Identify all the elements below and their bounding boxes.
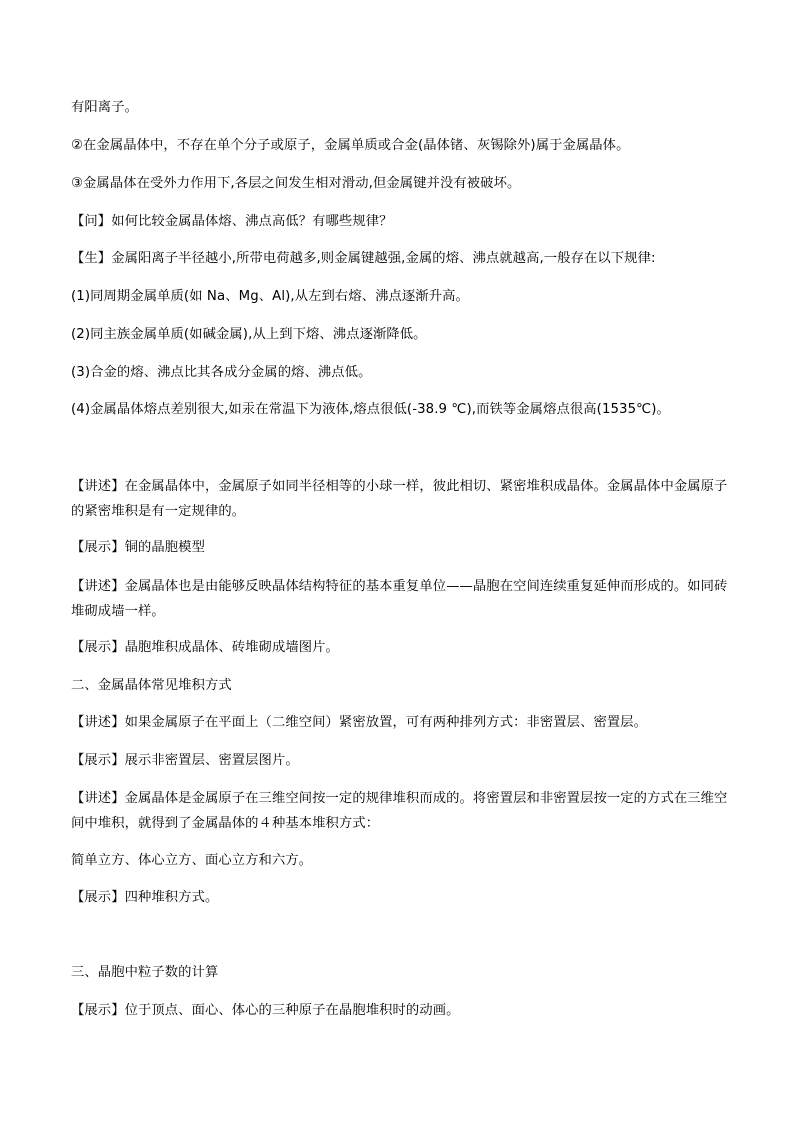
show-animation: 【展示】位于顶点、面心、体心的三种原子在晶胞堆积时的动画。 bbox=[71, 1003, 460, 1018]
lecture-3d-stacking: 【讲述】金属晶体是金属原子在三维空间按一定的规律堆积而成的。将密置层和非密置层按一定的方式在三维空间中堆积，就得到了金属晶体的４种基本堆积方式： bbox=[71, 791, 728, 831]
show-four-stacking: 【展示】四种堆积方式。 bbox=[71, 890, 219, 905]
lecture-close-packing: 【讲述】在金属晶体中，金属原子如同半径相等的小球一样，彼此相切、紧密堆积成晶体。金属晶体中金属原子的紧密堆积是有一定规律的。 bbox=[71, 479, 728, 519]
point-3-external-force: ③金属晶体在受外力作用下,各层之间发生相对滑动,但金属键并没有被破坏。 bbox=[71, 176, 521, 191]
show-layer-images: 【展示】展示非密置层、密置层图片。 bbox=[71, 753, 299, 768]
section-heading-2: 二、金属晶体常见堆积方式 bbox=[71, 678, 232, 693]
rule-3: (3)合金的熔、沸点比其各成分金属的熔、沸点低。 bbox=[71, 365, 372, 380]
student-answer: 【生】金属阳离子半径越小,所带电荷越多,则金属键越强,金属的熔、沸点就越高,一般存在以下规律: bbox=[71, 251, 656, 266]
rule-2: (2)同主族金属单质(如碱金属),从上到下熔、沸点逐渐降低。 bbox=[71, 327, 427, 342]
paragraph-continuation: 有阳离子。 bbox=[71, 100, 138, 115]
show-copper-cell: 【展示】铜的晶胞模型 bbox=[71, 540, 205, 555]
question-melting-point: 【问】如何比较金属晶体熔、沸点高低？有哪些规律？ bbox=[71, 214, 393, 229]
four-stacking-types: 简单立方、体心立方、面心立方和六方。 bbox=[71, 853, 313, 868]
rule-1: (1)同周期金属单质(如 Na、Mg、Al),从左到右熔、沸点逐渐升高。 bbox=[71, 289, 469, 304]
lecture-unit-cell: 【讲述】金属晶体也是由能够反映晶体结构特征的基本重复单位——晶胞在空间连续重复延伸而形成的。如同砖堆砌成墙一样。 bbox=[71, 579, 728, 619]
lecture-2d-layers: 【讲述】如果金属原子在平面上（二维空间）紧密放置，可有两种排列方式：非密置层、密置层。 bbox=[71, 715, 648, 730]
point-2-metal-crystal: ②在金属晶体中，不存在单个分子或原子，金属单质或合金(晶体锗、灰锡除外)属于金属晶体。 bbox=[71, 138, 630, 153]
section-heading-3: 三、晶胞中粒子数的计算 bbox=[71, 965, 219, 980]
show-brick-wall: 【展示】晶胞堆积成晶体、砖堆砌成墙图片。 bbox=[71, 640, 339, 655]
rule-4: (4)金属晶体熔点差别很大,如汞在常温下为液体,熔点很低(-38.9 ℃),而铁等金属熔点很高(1535℃)。 bbox=[71, 402, 670, 417]
